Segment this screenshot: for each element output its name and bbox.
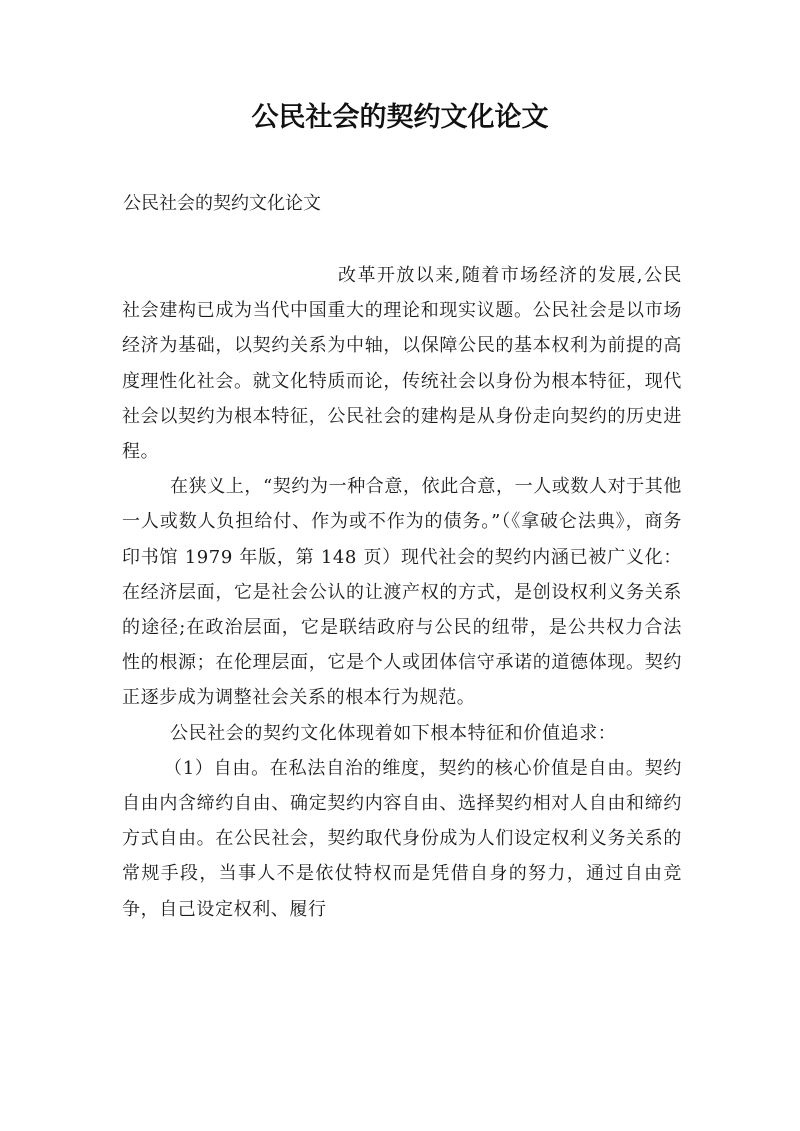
document-title: 公民社会的契约文化论文: [251, 102, 549, 133]
paragraph-features-heading: 公民社会的契约文化体现着如下根本特征和价值追求：: [170, 722, 617, 744]
document-subtitle: 公民社会的契约文化论文: [123, 193, 321, 214]
paragraph-contract-definition: 在狭义上，“契约为一种合意，依此合意，一人或数人对于其他一人或数人负担给付、作为或不作为的债务。”（《拿破仑法典》，商务印书馆 1979 年版，第 148 页）现代社会的契约内涵已被广义化：在经济层面，它是社会公认的让渡产权的方式，是创设权利义务关系的途径;在政治层面，它是联结政府与公民的纽带，是公共权力合法性的根源；在伦理层面，它是个人或团体信守承诺的道德体现。契约正逐步成为调整社会关系的根本行为规范。: [122, 476, 682, 709]
document-body: [122, 258, 682, 927]
paragraph-freedom: （1）自由。在私法自治的维度，契约的核心价值是自由。契约自由内含缔约自由、确定契约内容自由、选择契约相对人自由和缔约方式自由。在公民社会，契约取代身份成为人们设定权利义务关系的常规手段，当事人不是依仗特权而是凭借自身的努力，通过自由竞争，自己设定权利、履行: [122, 757, 682, 920]
paragraph-intro: 改革开放以来,随着市场经济的发展,公民社会建构已成为当代中国重大的理论和现实议题。公民社会是以市场经济为基础，以契约关系为中轴，以保障公民的基本权利为前提的高度理性化社会。就文化特质而论，传统社会以身份为根本特征，现代社会以契约为根本特征，公民社会的建构是从身份走向契约的历史进程。: [122, 265, 682, 463]
